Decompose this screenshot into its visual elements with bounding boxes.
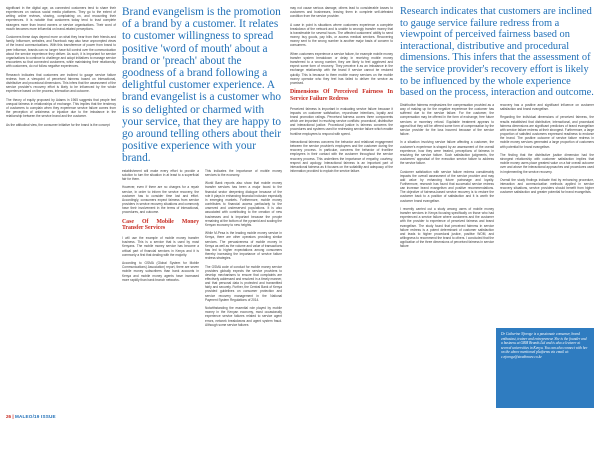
body-paragraph: Interactional fairness concerns the behavior and relational engagement between the service provider's employees and the customer during the recovery process. In particular, concerns the behavior of frontline employees in their contact with the customer throughout the service recovery process. This underlines the importance of empathy, courtesy, respect and apology. Interactional fairness is an important part of interactional fairness as it focuses on the suitability and adequacy of the information provided to explain the service failure. (290, 139, 393, 173)
article-column-2 (122, 6, 282, 469)
section-subhead-perceived-fairness: Dimensions Of Perceived Fairness In Service Failure Redress (290, 89, 393, 102)
page-footer (6, 414, 56, 419)
body-paragraph: Regarding the individual dimensions of perceived fairness, the results established that distributive, interactional, and procedural fairness dimensions are significant predictors of brand evangelism with service failure redress at their strongest. Furthermore, a large proportion of satisfied customers expressed readiness to endorse the brand. The positive outcome of service failure redress in mobile money services generated a large proportion of customers with potential for brand evangelism. (500, 115, 594, 149)
magazine-issue: MALEO/19 ISSUE (14, 414, 56, 419)
body-paragraph: In a situation involving service failure affecting a customer, the customer's experience is shaped by an assessment of the overall experience, how they were treated, perceptions of fairness in resolving the service failure. Such satisfaction judgments, the customers' appraisal of the execution service failure to address the service failure. (400, 140, 494, 166)
article-subcolumn-2a (122, 169, 199, 286)
body-paragraph: The theory of equity proposed by Adams in 1965 suggests that people feel unequal fairness in relationships of exchange. This implies that the tendency of customers to complain when they experience service failure comes from the perception of unfairness or injustice due to the imbalance in the relationship between the service brand and the customer. (6, 97, 116, 119)
body-paragraph: A case in point is situations where customers experience a complete breakdown of the network and is unable to wrongly transfer money that is transferable for several hours. The affected customers' ability to send money, buy goods, pay bills, or access medical services. Recovering money sent to the wrong number is another major basis of concern to consumers. (290, 22, 393, 48)
body-paragraph: Perceived fairness is important in evaluating service failure because it impacts on customer satisfaction, repurchase intentions, loyalty and brand promotion ratings. Perceived fairness covers three components which are important in resolving service conflicts: procedural, distributive and interactional justice. Procedural justice is fairness concerns the procedures and systems used for redressing service failure which enable frontline employees to respond with speed. (290, 106, 393, 136)
footer-separator: | (12, 414, 14, 419)
body-paragraph: Distributive fairness emphasizes the compensation provided as a way of making up for the negative experience the customer has suffered due to the service failure. For the customer, the compensation may be offered in the form of exchange, free future services or monetary refund. Equitable treatment appears to appeal that they will be offered some form of compensation by the service provider for the loss incurred because of the service failure. (400, 102, 494, 137)
article-subcolumn-2b (205, 169, 282, 331)
body-paragraph: establishment will make every effort to provide a solution to turn the situation in at least to a superficial fair for them. (122, 168, 199, 182)
pull-quote-research: Research indicates that customers are inclined to gauge service failure redress from a viewpoint of perceived fairness based on interactional, distributive and procedural dimensions. This infers that the assessment of the service provider's recovery effort is likely to be influenced by the whole experience based on the process, interaction and outcome. (400, 6, 594, 99)
body-paragraph: While M-Pesa is the leading mobile money service in Kenya, there are other operators providing similar services. The pervasiveness of mobile money in Kenya as well as the volume and value of transactions has led to higher expectations among consumers thereby increasing the importance of service failure redress strategies. (205, 231, 282, 261)
body-paragraph: The GSMA code of conduct for mobile money service providers globally expects the service providers to develop mechanisms to ensure that complaints are effectively addressed and resolved in a timely manner, and that personal data is protected and transmitted fairly and securely. Further, the Central Bank of Kenya provided guidelines on consumer protection and service recovery management in the National Payment System Regulations of 2014. (205, 264, 282, 302)
body-paragraph: Notwithstanding the essential role played by mobile money in the Kenyan economy, most occasionally experience service failures related to service agent errors, network breakdowns and agent system fraud. Although some service failures (205, 306, 282, 327)
body-paragraph: When customers experience a service failure, for example mobile money transfer system breakdown or delay in receiving mobile money transferred to a wrong number, they are likely to feel aggrieved and expect some form of recovery. They perceive it as an imbalance in the exchange relationship with the brand if service cannot be restored quickly. This is because to them mobile money services on the mobile money operator who they feel has failed to deliver the service as promised. (290, 51, 393, 85)
body-paragraph: significant in the digital age, as connected customers tend to share their experiences on various social media platforms. They go to the extent of writing online reviews, sharing, complaining on, and recounting their experiences. It is notable that customers today tend to trust complete strangers more than brand owners or service organisations. Their word of mouth becomes more influential on brand-related perceptions. (6, 6, 116, 31)
body-paragraph: This indicates the importance of mobile money services to the economy. (205, 168, 282, 177)
body-paragraph: World Bank reports also show that mobile money transfer services has been a major boost to the financial sector deepening dialogue because of the role it plays in enhancing financial inclusion especially in emerging markets. Furthermore, mobile money contributes to financial access particularly to the unserved and underserved populations. It is also associated with contributing to the creation of new businesses and is important because the people remaining at the bottom of the pyramid and scaling the Kenyan economy to new heights. (205, 181, 282, 227)
body-paragraph: The finding that the distributive justice dimension had the strongest relationship with customer satisfaction implies that mobile money users place greatest value on a fair overall outcome over and above the interactional approaches and procedures used in implementing the service recovery. (500, 152, 594, 174)
article-subcolumn-4b (500, 103, 594, 199)
body-paragraph: may not cause serious damage, others lead to considerable losses to customers and businesses, leaving them in complete self-defeated condition from the service provider. (290, 6, 393, 19)
section-subhead-mobile-money: Case Of Mobile Money Transfer Services (122, 218, 199, 232)
body-paragraph: Research indicates that customers are inclined to gauge service failure redress from a viewpoint of perceived fairness based on interactional, distributive and procedural dimensions. This infers that the assessment of the service provider's recovery effort is likely to be influenced by the whole experience based on the process, interaction and outcome. (6, 72, 116, 94)
article-subcolumn-4a (400, 103, 494, 253)
author-bio-text: Dr Catherine Njoroge is a passionate consumer, brand enthusiast, trainer and entrepreneur. She is the founder and a business at GBM Brands Ltd and is also a lecturer at several universities in Kenya. You can also connect with her on the above mentioned platforms via email at: c.njoroge@strathmore.co.ke (501, 332, 588, 359)
body-paragraph: As the attitudinal view, the consumer initiative for the brand is the concept (6, 122, 110, 127)
author-bio-box (496, 328, 594, 408)
page-number: 26 (6, 414, 12, 419)
body-paragraph: Overall the study findings indicate that by enhancing procedure, interaction and communication methods applied in service recovery situations, service providers should benefit from higher customer satisfaction and greater potential for brand evangelists. (500, 177, 594, 195)
body-paragraph: However, even if there are no charges for a repair service, in order to inform the service recovery, the customer has to consider time lost and effort. Accordingly, consumers expect fairness from service providers in service recovery situations and commonly have their involvement in the terms of interactional, procedures, and outcome. (122, 185, 199, 215)
body-paragraph: recovery has a positive and significant influence on customer satisfaction and brand evangelism. (500, 102, 594, 112)
article-column-1 (6, 6, 116, 131)
body-paragraph: I will use the example of mobile money transfer business. This is a service that is used by most Kenyans. The mobile money service has become a critical part of financial services in Kenya and it is commonly a first that dealing with the majority. (122, 236, 199, 257)
article-column-3 (290, 6, 393, 177)
body-paragraph: According to GSMA (Global System for Mobile Communications) Association) report, there are seven mobile money subscribers than bank accounts in Kenya and mobile money agents have increased more rapidly than bank branch networks. (122, 261, 199, 282)
body-paragraph: Customer satisfaction with service failure redress considerably impacts the overall assessment of the service provider and may add value by enhancing future patronage and loyalty. Furthermore, research has found that successful service redress can increase brand evangelism and positive recommendations. The objective of fairness-based service recovery is to restore the customer back to a position of satisfaction and it is worth the customer brand evangelism. (400, 169, 494, 203)
pull-quote-brand-evangelism: Brand evangelism is the promotion of a brand by a customer. It relates to customer willingness to spread positive 'word of mouth' about a brand or 'preach' about the goodness of a brand following a delightful customer experience. A brand evangelist is a customer who is so delighted or charmed with your service, that they are happy to go around telling others about their positive experience with your brand. (122, 6, 282, 165)
body-paragraph: I recently carried out a study among users of mobile money transfer services in Kenya focusing specifically on those who had experienced a service failure where customers and the customer with the provider to experience of perceived fairness and brand evangelism. The study found that perceived fairness in service failure redress is a potent determinant of customer satisfaction and leads to higher procedural justice, positive WOM, and willingness to recommend the brand to others. I concluded that the application of the three dimensions of perceived fairness in service failure (400, 206, 494, 249)
body-paragraph: Customers these days depend more on what they hear from their friends and family. Influencer, websites, and Facebook may also have unprompted views of the brand communications. With this transference of power from brand to peer influence, brands can no longer have full control over the communication about the service experience they deliver. As such, it is important for service organisations to continue to challenge and adopt initiatives to manage service encounters so that connected customers, while maintaining their relationship with customers, do not follow negative experiences. (6, 35, 116, 69)
